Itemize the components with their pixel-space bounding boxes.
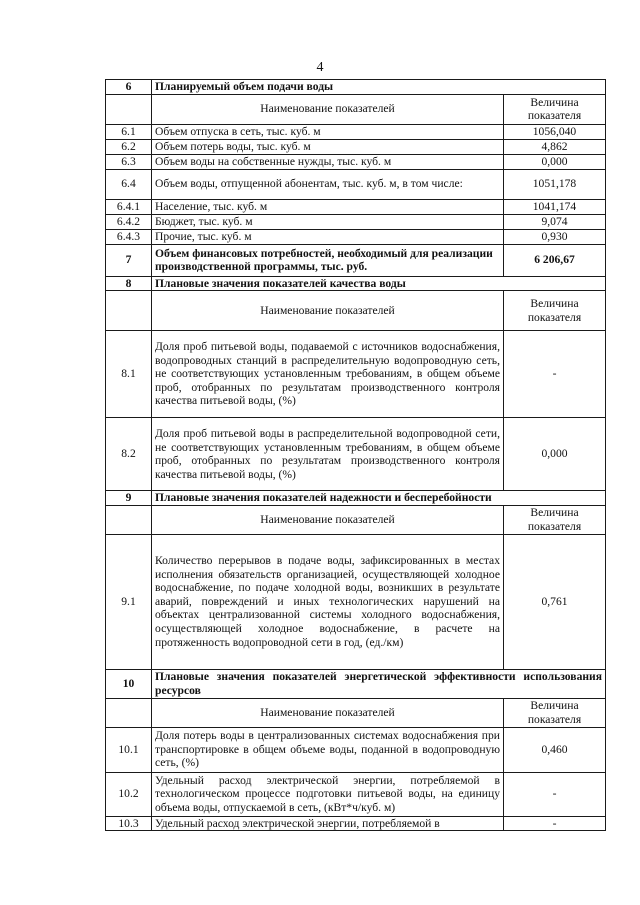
- row-number: 8.1: [106, 331, 152, 418]
- section-number: 9: [106, 491, 152, 506]
- table-row: [106, 214, 606, 229]
- row-number: 6.4: [106, 169, 152, 199]
- row-name: Объем воды на собственные нужды, тыс. куб. м: [152, 154, 504, 169]
- empty-cell: [106, 698, 152, 727]
- column-header-value: Величина показателя: [504, 698, 606, 727]
- table-row: [106, 816, 606, 831]
- row-number: 10.1: [106, 727, 152, 772]
- table-row: [106, 331, 606, 418]
- column-header-name: Наименование показателей: [152, 698, 504, 727]
- section-9-header: [106, 491, 606, 506]
- row-value: 1041,174: [504, 199, 606, 214]
- row-value: 0,000: [504, 154, 606, 169]
- section-8-header: [106, 276, 606, 291]
- section-number: 7: [106, 244, 152, 276]
- row-number: 6.4.3: [106, 229, 152, 244]
- row-value: 0,761: [504, 534, 606, 669]
- column-header-value: Величина показателя: [504, 291, 606, 331]
- row-number: 6.3: [106, 154, 152, 169]
- section-title: Плановые значения показателей энергетической эффективности использования ресурсов: [152, 669, 606, 698]
- row-name: Объем отпуска в сеть, тыс. куб. м: [152, 124, 504, 139]
- table-row: [106, 154, 606, 169]
- table-row: [106, 139, 606, 154]
- column-header-row: [106, 94, 606, 124]
- row-name: Удельный расход электрической энергии, потребляемой в: [152, 816, 504, 831]
- column-header-value: Величина показателя: [504, 505, 606, 534]
- row-number: 6.1: [106, 124, 152, 139]
- section-value: 6 206,67: [504, 244, 606, 276]
- row-number: 9.1: [106, 534, 152, 669]
- row-name: Удельный расход электрической энергии, потребляемой в технологическом процессе подготовки питьевой воды, на единицу объема воды, отпускаемой в сеть, (кВт*ч/куб. м): [152, 772, 504, 816]
- row-number: 10.3: [106, 816, 152, 831]
- row-number: 10.2: [106, 772, 152, 816]
- section-title: Планируемый объем подачи воды: [152, 80, 606, 95]
- empty-cell: [106, 94, 152, 124]
- row-value: -: [504, 816, 606, 831]
- section-10-header: [106, 669, 606, 698]
- row-value: 9,074: [504, 214, 606, 229]
- row-value: 4,862: [504, 139, 606, 154]
- table-row: [106, 199, 606, 214]
- table-row: [106, 534, 606, 669]
- row-name: Количество перерывов в подаче воды, зафиксированных в местах исполнения обязательств организацией, осуществляющей холодное водоснабжение, по подаче холодной воды, возникших в результате аварий, повреждений и иных технологических нарушений на объектах централизованной системы холодного водоснабжения, осуществляющей холодное водоснабжение, в расчете на протяженность водопроводной сети в год, (ед./км): [152, 534, 504, 669]
- section-number: 8: [106, 276, 152, 291]
- section-6-header: [106, 80, 606, 95]
- row-name: Доля проб питьевой воды в распределительной водопроводной сети, не соответствующих установленным требованиям, в общем объеме проб, отобранных по результатам производственного контроля качества питьевой воды, (%): [152, 418, 504, 491]
- row-number: 6.4.1: [106, 199, 152, 214]
- column-header-name: Наименование показателей: [152, 291, 504, 331]
- page-number: 4: [316, 60, 324, 75]
- section-7-row: [106, 244, 606, 276]
- table-row: [106, 124, 606, 139]
- section-number: 6: [106, 80, 152, 95]
- empty-cell: [106, 291, 152, 331]
- row-name: Население, тыс. куб. м: [152, 199, 504, 214]
- row-name: Бюджет, тыс. куб. м: [152, 214, 504, 229]
- row-value: 0,460: [504, 727, 606, 772]
- section-title: Плановые значения показателей надежности и бесперебойности: [152, 491, 606, 506]
- section-title: Объем финансовых потребностей, необходимый для реализации производственной программы, тыс. руб.: [152, 244, 504, 276]
- row-value: -: [504, 772, 606, 816]
- row-name: Объем потерь воды, тыс. куб. м: [152, 139, 504, 154]
- row-value: 0,930: [504, 229, 606, 244]
- column-header-name: Наименование показателей: [152, 505, 504, 534]
- column-header-row: [106, 291, 606, 331]
- row-name: Доля проб питьевой воды, подаваемой с источников водоснабжения, водопроводных станций в распределительную водопроводную сеть, не соответствующих установленным требованиям, в общем объеме проб, отобранных по результатам производственного контроля качества питьевой воды, (%): [152, 331, 504, 418]
- row-name: Доля потерь воды в централизованных системах водоснабжения при транспортировке в общем объеме воды, поданной в водопроводную сеть, (%): [152, 727, 504, 772]
- row-value: 1051,178: [504, 169, 606, 199]
- row-value: -: [504, 331, 606, 418]
- row-value: 0,000: [504, 418, 606, 491]
- section-title: Плановые значения показателей качества воды: [152, 276, 606, 291]
- table-row: [106, 169, 606, 199]
- section-number: 10: [106, 669, 152, 698]
- table-row: [106, 229, 606, 244]
- row-number: 8.2: [106, 418, 152, 491]
- table-row: [106, 727, 606, 772]
- column-header-row: [106, 698, 606, 727]
- row-name: Прочие, тыс. куб. м: [152, 229, 504, 244]
- row-value: 1056,040: [504, 124, 606, 139]
- table-row: [106, 772, 606, 816]
- column-header-name: Наименование показателей: [152, 94, 504, 124]
- column-header-value: Величина показателя: [504, 94, 606, 124]
- empty-cell: [106, 505, 152, 534]
- column-header-row: [106, 505, 606, 534]
- row-number: 6.4.2: [106, 214, 152, 229]
- row-name: Объем воды, отпущенной абонентам, тыс. куб. м, в том числе:: [152, 169, 504, 199]
- indicators-table: [105, 79, 606, 831]
- row-number: 6.2: [106, 139, 152, 154]
- table-row: [106, 418, 606, 491]
